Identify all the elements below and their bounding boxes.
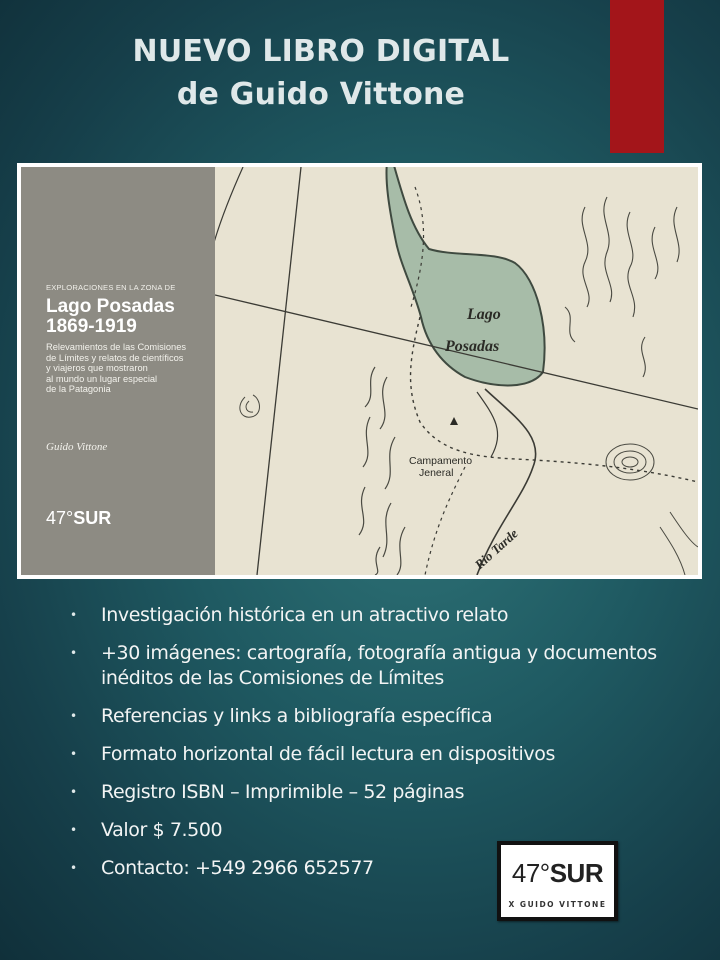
- cover-subtitle-line: y viajeros que mostraron: [46, 363, 148, 374]
- feature-item: [70, 704, 670, 729]
- cover-book-title: [46, 297, 175, 337]
- feature-item: [70, 742, 670, 767]
- cover-title-line-1: Lago Posadas: [46, 296, 175, 317]
- cover-subtitle: [46, 342, 214, 395]
- book-cover-inner: [21, 167, 698, 575]
- feature-item: [70, 603, 670, 628]
- cover-brand-number: 47°: [46, 508, 74, 528]
- bullet-icon: •: [70, 861, 77, 875]
- feature-item: [70, 818, 670, 843]
- feature-text: Investigación histórica en un atractivo relato: [101, 604, 509, 626]
- logo-main: [501, 858, 614, 889]
- cover-author: Guido Vittone: [46, 441, 108, 453]
- logo-word: SUR: [549, 858, 604, 888]
- map-camp-label: Campamento: [409, 455, 473, 467]
- title-line-1: NUEVO LIBRO DIGITAL: [132, 34, 510, 69]
- feature-text: Registro ISBN – Imprimible – 52 páginas: [101, 781, 465, 803]
- bullet-icon: •: [70, 646, 77, 660]
- cover-subtitle-line: de la Patagonia: [46, 384, 111, 395]
- bullet-icon: •: [70, 747, 77, 761]
- logo-number: 47°: [511, 858, 550, 888]
- map-river-label: Rio Tarde: [471, 525, 521, 573]
- bullet-icon: •: [70, 709, 77, 723]
- cover-brand-logo: [46, 508, 111, 529]
- bullet-icon: •: [70, 608, 77, 622]
- feature-text: +30 imágenes: cartografía, fotografía antigua y documentos inéditos de las Comisiones de Límites: [101, 642, 657, 689]
- map-camp-label: Jeneral: [419, 467, 454, 479]
- feature-item: [70, 780, 670, 805]
- cover-zona-label: EXPLORACIONES EN LA ZONA DE: [46, 283, 176, 292]
- page-title: [0, 30, 642, 116]
- feature-text: Valor $ 7.500: [101, 819, 223, 841]
- cover-title-panel: [21, 167, 215, 575]
- book-cover-image: [17, 163, 702, 579]
- cover-title-line-2: 1869-1919: [46, 316, 137, 337]
- logo-tagline: X GUIDO VITTONE: [508, 900, 607, 909]
- historical-map-illustration: [215, 167, 698, 575]
- feature-text: Contacto: +549 2966 652577: [101, 857, 374, 879]
- cover-subtitle-line: de Límites y relatos de científicos: [46, 352, 184, 363]
- map-lake-label: Posadas: [445, 338, 500, 355]
- cover-subtitle-line: Relevamientos de las Comisiones: [46, 342, 187, 352]
- title-line-2: de Guido Vittone: [176, 77, 466, 112]
- map-lake-label: Lago: [467, 306, 501, 323]
- feature-text: Formato horizontal de fácil lectura en dispositivos: [101, 743, 555, 765]
- feature-text: Referencias y links a bibliografía específica: [101, 705, 493, 727]
- brand-logo: [497, 841, 618, 921]
- cover-subtitle-line: al mundo un lugar especial: [46, 373, 158, 384]
- bullet-icon: •: [70, 823, 77, 837]
- feature-item: [70, 641, 670, 691]
- cover-brand-word: SUR: [73, 508, 112, 528]
- bullet-icon: •: [70, 785, 77, 799]
